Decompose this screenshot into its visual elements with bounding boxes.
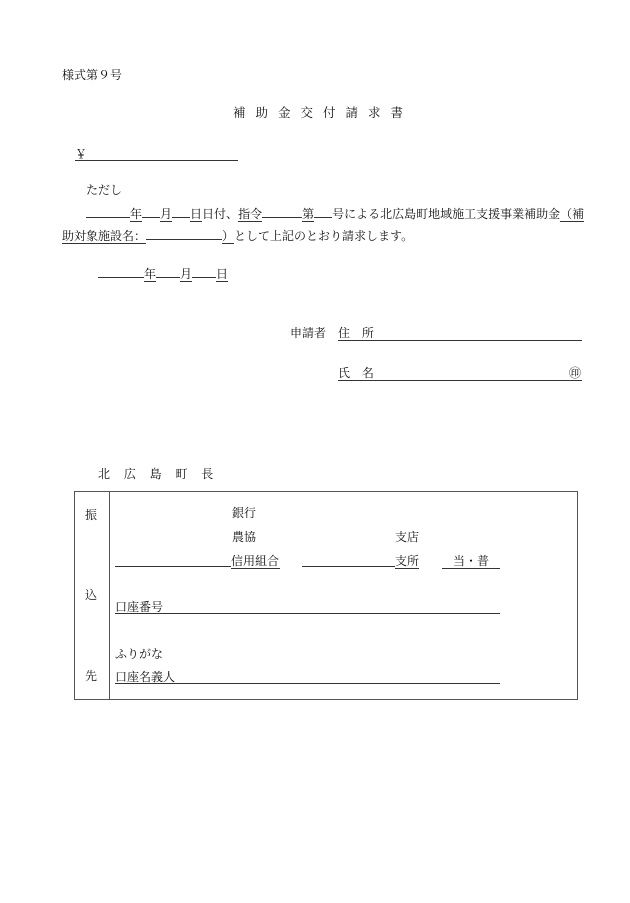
dai-label: 第 (302, 207, 315, 221)
amount-field[interactable] (75, 160, 238, 161)
body-line-2 (62, 229, 413, 243)
date-year: 年 (144, 267, 157, 281)
addressee: 北 広 島 町 長 (98, 467, 219, 481)
nokyo-label: 農協 (232, 530, 257, 544)
body-line-1: 年 月 日日付、指令 第 号による北広島町地域施工支援事業補助金（補 (86, 207, 584, 221)
go-label: 号 (332, 207, 345, 221)
month-label: 月 (160, 207, 173, 221)
form-number: 様式第９号 (62, 68, 123, 82)
branch-store-label: 支店 (395, 530, 420, 544)
body-text-2: として上記のとおり請求します。 (234, 229, 414, 243)
side-label-saki: 先 (85, 669, 98, 683)
transfer-box (74, 491, 578, 700)
date-day: 日 (216, 267, 229, 281)
date-month: 月 (180, 267, 193, 281)
year-label: 年 (130, 207, 143, 221)
branch-field[interactable] (302, 566, 395, 567)
day-tsuke: 日付、 (202, 207, 239, 221)
name-field[interactable] (338, 380, 582, 381)
document-title: 補助金交付請求書 (233, 105, 414, 120)
shirei-label: 指令 (238, 207, 263, 221)
account-type-selector[interactable]: 当・普 (442, 554, 500, 569)
paren-close: ） (222, 229, 235, 243)
transfer-divider (109, 491, 110, 699)
address-field[interactable] (338, 340, 582, 341)
institution-field[interactable] (115, 566, 231, 567)
branch-office-label: 支所 (395, 554, 420, 568)
account-number-label: 口座番号 (115, 600, 164, 614)
seal-mark: ㊞ (569, 366, 582, 380)
furigana-label: ふりがな (115, 647, 164, 661)
paren-open: （補 (560, 207, 585, 221)
side-label-komi: 込 (85, 588, 98, 602)
side-label-furi: 振 (85, 508, 98, 522)
tadashi-label: ただし (86, 183, 123, 197)
account-holder-label: 口座名義人 (115, 670, 176, 684)
facility-name-label: 助対象施設名： (62, 229, 147, 243)
bank-label: 銀行 (232, 506, 257, 520)
address-label: 住 所 (338, 326, 378, 340)
yen-symbol: ￥ (75, 147, 88, 161)
body-text-1: による北広島町地域施工支援事業補助金 (344, 207, 561, 221)
credit-union-label: 信用組合 (231, 554, 280, 568)
applicant-label: 申請者 (290, 326, 327, 340)
date-line[interactable] (98, 267, 228, 281)
name-label: 氏 名 (338, 366, 378, 380)
facility-name-field[interactable] (146, 239, 222, 240)
account-holder-field[interactable] (115, 683, 500, 684)
account-number-field[interactable] (115, 613, 500, 614)
